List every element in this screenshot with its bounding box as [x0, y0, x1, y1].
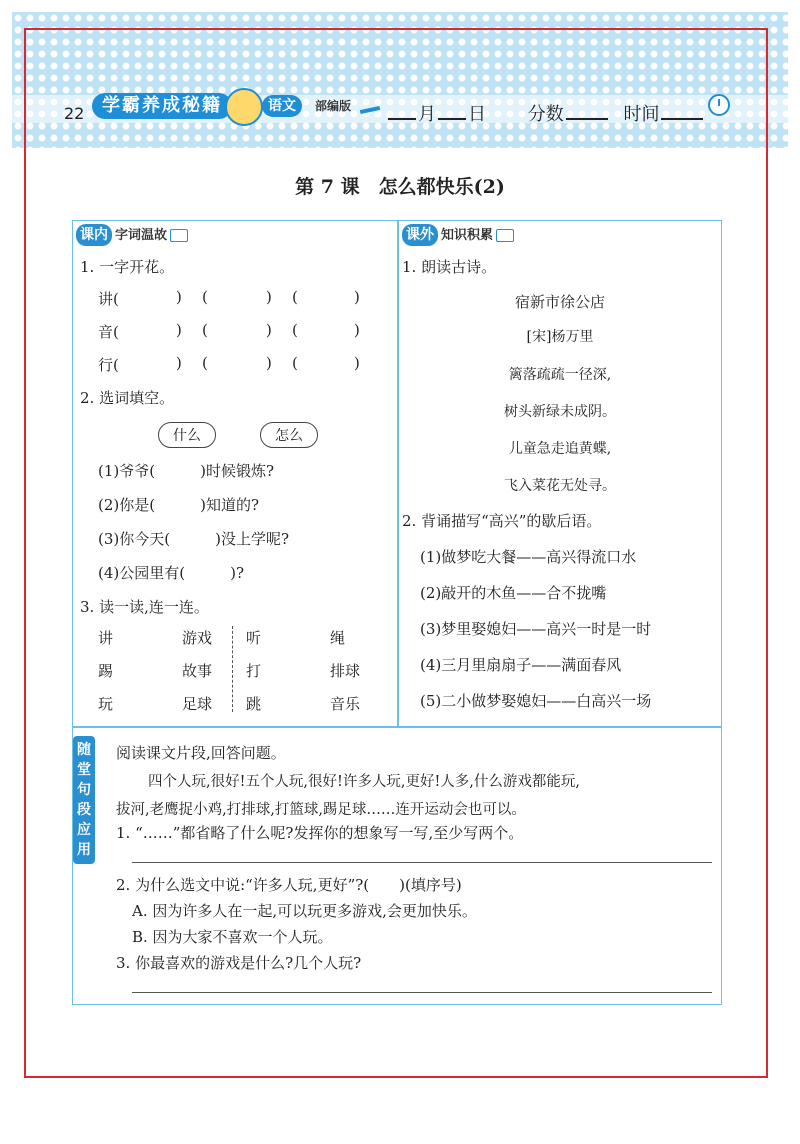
- score-label: 分数: [527, 104, 564, 125]
- match-cell: 踢: [98, 662, 114, 680]
- word-bubble-zenme: 怎么: [260, 422, 318, 448]
- poem-line: 儿童急走追黄蝶,: [508, 441, 612, 457]
- book-icon: [170, 229, 188, 242]
- match-cell: 故事: [182, 662, 213, 680]
- fill-item-3: (3)你今天( )没上学呢?: [98, 530, 289, 548]
- poem-line: 篱落疏疏一径深,: [508, 367, 612, 383]
- mascot-icon: [225, 88, 263, 126]
- match-divider: [232, 626, 233, 712]
- answer-line-1[interactable]: [132, 862, 712, 863]
- clock-icon: [708, 94, 730, 116]
- idiom-item: (4)三月里扇扇子——满面春风: [420, 656, 622, 674]
- char-xing: 行(: [98, 356, 119, 374]
- reading-q2-option-a: A. 因为许多人在一起,可以玩更多游戏,会更加快乐。: [132, 902, 477, 920]
- passage-line-2: 拔河,老鹰捉小鸡,打排球,打篮球,踢足球……连开运动会也可以。: [116, 802, 526, 818]
- paren: ): [266, 354, 272, 372]
- lesson-title: 第 7 课 怎么都快乐(2): [295, 176, 505, 198]
- word-bubble-shenme: 什么: [158, 422, 216, 448]
- side-char: 堂: [77, 762, 91, 778]
- right-q1-title: 1. 朗读古诗。: [402, 258, 497, 276]
- paren: (: [202, 321, 208, 339]
- paren: (: [292, 288, 298, 306]
- poem-author: [宋]杨万里: [526, 329, 594, 345]
- in-class-tag: [76, 224, 188, 246]
- reading-q2: 2. 为什么选文中说:“许多人玩,更好”?( )(填序号): [116, 876, 462, 894]
- match-cell: 听: [246, 629, 262, 647]
- side-char: 随: [77, 742, 91, 758]
- day-blank[interactable]: [438, 118, 466, 120]
- poem-line: 树头新绿未成阴。: [504, 404, 616, 420]
- brand-title: 学霸养成秘籍: [92, 93, 232, 119]
- side-char: 应: [77, 822, 91, 838]
- time-label: 时间: [623, 104, 660, 125]
- paren: ): [176, 321, 182, 339]
- paren: ): [176, 288, 182, 306]
- left-q3-title: 3. 读一读,连一连。: [80, 598, 209, 616]
- page-number: 22: [64, 104, 85, 123]
- match-cell: 打: [246, 662, 262, 680]
- subject-badge: 语文: [262, 95, 302, 117]
- reading-q2-option-b: B. 因为大家不喜欢一个人玩。: [132, 928, 333, 946]
- match-cell: 跳: [246, 695, 262, 713]
- left-q1-title: 1. 一字开花。: [80, 258, 175, 276]
- match-cell: 绳: [330, 629, 346, 647]
- day-label: 日: [468, 104, 486, 125]
- idiom-item: (1)做梦吃大餐——高兴得流口水: [420, 548, 637, 566]
- paren: (: [292, 321, 298, 339]
- match-cell: 玩: [98, 695, 114, 713]
- fill-item-1: (1)爷爷( )时候锻炼?: [98, 462, 274, 480]
- paren: ): [354, 321, 360, 339]
- idiom-item: (2)敲开的木鱼——合不拢嘴: [420, 584, 607, 602]
- paren: ): [266, 288, 272, 306]
- paren: ): [354, 288, 360, 306]
- match-cell: 游戏: [182, 629, 213, 647]
- reading-q3: 3. 你最喜欢的游戏是什么?几个人玩?: [116, 954, 362, 972]
- edition-label: 部编版: [315, 99, 352, 113]
- paren: (: [202, 354, 208, 372]
- side-char: 句: [77, 782, 91, 798]
- side-char: 用: [77, 842, 91, 858]
- poem-title: 宿新市徐公店: [514, 293, 605, 311]
- section-side-label: [73, 736, 95, 864]
- fill-item-4: (4)公园里有( )?: [98, 564, 244, 582]
- char-yin: 音(: [98, 323, 119, 341]
- char-jiang: 讲(: [98, 290, 119, 308]
- left-q2-title: 2. 选词填空。: [80, 389, 175, 407]
- match-cell: 讲: [98, 629, 114, 647]
- reading-q1: 1. “……”都省略了什么呢?发挥你的想象写一写,至少写两个。: [116, 824, 524, 842]
- paren: (: [292, 354, 298, 372]
- fill-item-2: (2)你是( )知道的?: [98, 496, 259, 514]
- match-cell: 排球: [330, 662, 361, 680]
- time-blank[interactable]: [661, 118, 703, 120]
- extracurricular-pill: 课外: [402, 224, 438, 246]
- in-class-label: 字词温故: [115, 228, 168, 243]
- answer-line-3[interactable]: [132, 992, 712, 993]
- header-fields: [386, 100, 705, 126]
- paren: ): [176, 354, 182, 372]
- poem-line: 飞入菜花无处寻。: [504, 478, 616, 494]
- month-blank[interactable]: [388, 118, 416, 120]
- in-class-pill: 课内: [76, 224, 112, 246]
- extracurricular-label: 知识积累: [441, 228, 494, 243]
- extracurricular-tag: [402, 224, 514, 246]
- match-cell: 音乐: [330, 695, 361, 713]
- idiom-item: (5)二小做梦娶媳妇——白高兴一场: [420, 692, 652, 710]
- reading-intro: 阅读课文片段,回答问题。: [116, 744, 286, 762]
- paren: ): [266, 321, 272, 339]
- right-q2-title: 2. 背诵描写“高兴”的歇后语。: [402, 512, 602, 530]
- month-label: 月: [418, 104, 436, 125]
- book-icon: [496, 229, 514, 242]
- match-cell: 足球: [182, 695, 213, 713]
- idiom-item: (3)梦里娶媳妇——高兴一时是一时: [420, 620, 652, 638]
- score-blank[interactable]: [566, 118, 608, 120]
- side-char: 段: [77, 802, 91, 818]
- paren: (: [202, 288, 208, 306]
- paren: ): [354, 354, 360, 372]
- passage-line-1: 四个人玩,很好!五个人玩,很好!许多人玩,更好!人多,什么游戏都能玩,: [148, 774, 581, 790]
